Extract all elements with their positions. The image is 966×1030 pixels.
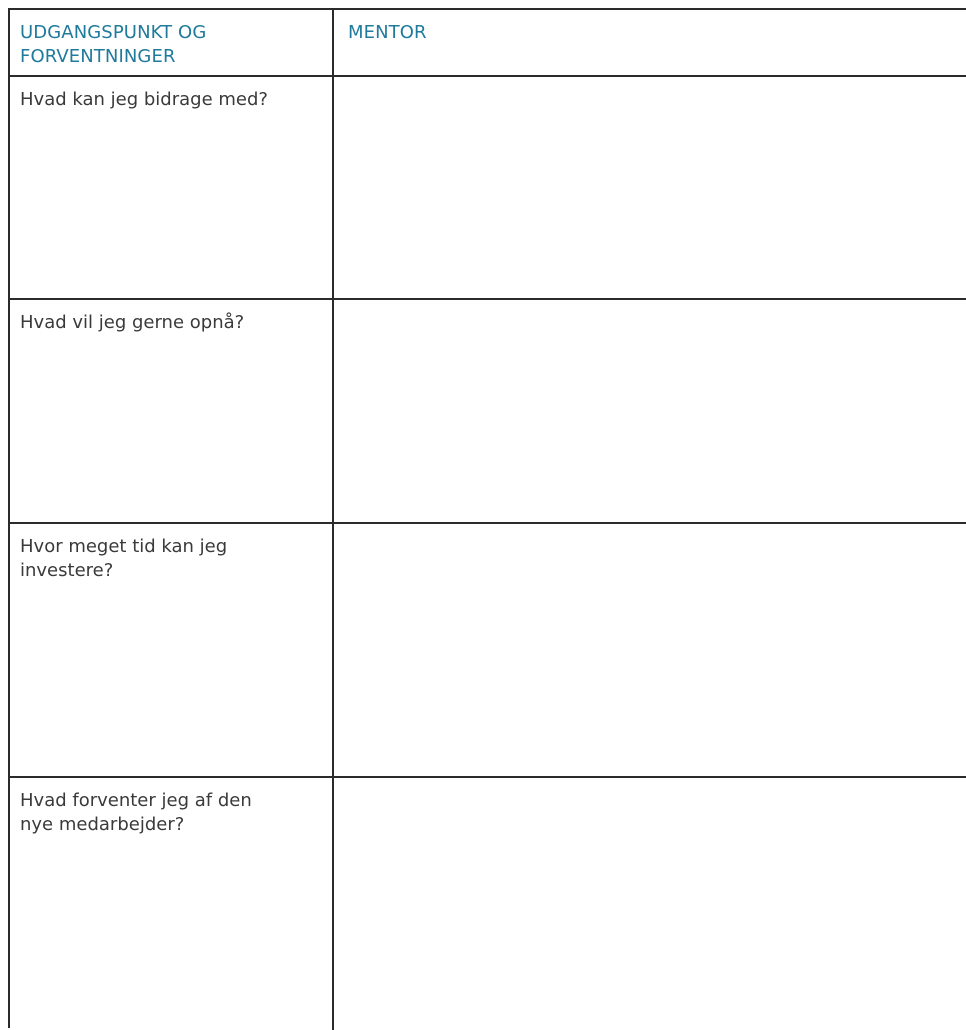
- answer-area[interactable]: [348, 789, 966, 1030]
- answer-area[interactable]: [348, 311, 966, 522]
- header-cell-left: [10, 10, 334, 75]
- answer-cell-expectations[interactable]: [334, 778, 966, 1030]
- question-expectations-new-employee: Hvad forventer jeg af den nye medarbejder?: [20, 790, 252, 835]
- table-row: [10, 77, 966, 300]
- question-achieve: Hvad vil jeg gerne opnå?: [20, 312, 245, 333]
- answer-area[interactable]: [348, 535, 966, 776]
- table-row: [10, 524, 966, 778]
- question-cell: [10, 77, 334, 298]
- header-row: [10, 10, 966, 77]
- question-cell: [10, 778, 334, 1030]
- mentor-expectations-table: [8, 8, 966, 1028]
- answer-cell-contribute[interactable]: [334, 77, 966, 298]
- answer-cell-time-invest[interactable]: [334, 524, 966, 776]
- header-cell-right: [334, 10, 966, 75]
- table-row: [10, 300, 966, 524]
- question-cell: [10, 300, 334, 522]
- header-title-mentor: MENTOR: [348, 22, 427, 43]
- question-contribute: Hvad kan jeg bidrage med?: [20, 89, 268, 110]
- question-time-invest: Hvor meget tid kan jeg investere?: [20, 536, 228, 581]
- answer-area[interactable]: [348, 88, 966, 298]
- table-row: [10, 778, 966, 1030]
- header-title-starting-point: UDGANGSPUNKT OG FORVENTNINGER: [20, 22, 207, 67]
- answer-cell-achieve[interactable]: [334, 300, 966, 522]
- question-cell: [10, 524, 334, 776]
